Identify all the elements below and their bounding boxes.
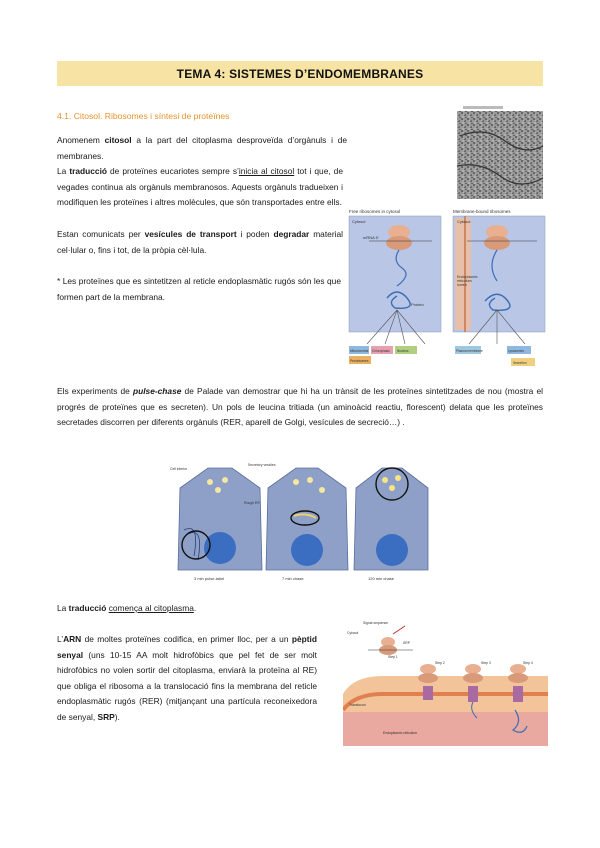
svg-text:Lysosomes: Lysosomes bbox=[508, 349, 525, 353]
svg-text:Cytosol: Cytosol bbox=[347, 631, 359, 635]
svg-text:Free ribosomes in cytosol: Free ribosomes in cytosol bbox=[349, 209, 401, 214]
step-label-2: Step 2 bbox=[435, 661, 445, 665]
svg-text:Nucleus: Nucleus bbox=[397, 349, 409, 353]
svg-text:Translocon: Translocon bbox=[349, 703, 366, 707]
svg-text:Cytosol: Cytosol bbox=[352, 219, 366, 224]
paragraph-note-rer: * Les proteïnes que es sintetitzen al reticle endoplasmàtic rugós són les que formen part de la membrana. bbox=[57, 276, 341, 302]
srp-translocation-figure bbox=[343, 614, 548, 746]
page-title: TEMA 4: SISTEMES D’ENDOMEMBRANES bbox=[176, 66, 424, 81]
paragraph-vesicules: Estan comunicats per vesícules de transport i poden degradar material cel·lular o, fins i tot, de la pròpia cèl·lula. bbox=[57, 229, 343, 255]
svg-text:lumen: lumen bbox=[457, 283, 467, 287]
svg-text:reticulum: reticulum bbox=[457, 279, 472, 283]
svg-text:SRP: SRP bbox=[403, 641, 410, 645]
title-banner bbox=[57, 61, 543, 86]
svg-text:Protein: Protein bbox=[411, 302, 424, 307]
svg-text:Plasma membrane: Plasma membrane bbox=[456, 349, 483, 353]
svg-text:Secretory vesicles: Secretory vesicles bbox=[248, 463, 276, 467]
paragraph-traduccio-citoplasma: La traducció comença al citoplasma. bbox=[57, 603, 197, 613]
svg-text:mRNA 5': mRNA 5' bbox=[363, 235, 379, 240]
svg-text:Endoplasmic: Endoplasmic bbox=[457, 275, 478, 279]
cell-2 bbox=[266, 468, 348, 570]
cell-1 bbox=[178, 468, 262, 570]
pulse-label-3: 120 min chase bbox=[368, 576, 395, 581]
pulse-label-1: 3 min pulse-label bbox=[194, 576, 225, 581]
paragraph-traduccio: La traducció de proteïnes eucariotes sempre s’inicia al citosol tot i que, de vegades continua als orgànuls membranosos. Aquests orgànuls tradueixen i modifiquen les proteïnes i altres molècules, que són transportades entre ells. bbox=[57, 166, 343, 208]
svg-text:Membrane-bound ribosomes: Membrane-bound ribosomes bbox=[453, 209, 511, 214]
svg-text:Rough ER: Rough ER bbox=[244, 501, 260, 505]
step-label-1: Step 1 bbox=[388, 655, 398, 659]
svg-text:Mitochondria: Mitochondria bbox=[350, 349, 369, 353]
pulse-chase-figure bbox=[170, 460, 430, 586]
svg-text:Cell interior: Cell interior bbox=[170, 467, 188, 471]
micrograph-figure bbox=[455, 106, 545, 206]
cell-3 bbox=[354, 468, 428, 570]
svg-text:Endoplasmic reticulum: Endoplasmic reticulum bbox=[383, 731, 418, 735]
svg-text:Cytosol: Cytosol bbox=[457, 219, 471, 224]
paragraph-peptid-senyal: L’ARN de moltes proteïnes codifica, en primer lloc, per a un pèptid senyal (uns 10-15 AA molt hidrofòbics que pel fet de ser molt hidrofòbics no volen sortir del citoplasma, enviarà la proteïna al RE) que obliga el ribosoma a la translocació fins la membrana del reticle endoplasmàtic rugós (RER) (mitjançant una partícula reconeixedora de senyal, SRP). bbox=[57, 634, 317, 722]
paragraph-pulse-chase: Els experiments de pulse-chase de Palade van demostrar que hi ha un trànsit de les proteïnes sintetitzades de nou (mostra el progrés de proteïnes que es secreten). Un pols de leucina tritiada (un aminoàcid reactiu, florescent) delata que les proteïnes secretades discorren per diferents orgànuls (RER, aparell de Golgi, vesícules de secreció…) . bbox=[57, 386, 543, 428]
ribosome-localization-figure bbox=[347, 206, 547, 372]
pulse-label-2: 7 min chase bbox=[282, 576, 304, 581]
svg-text:Peroxisomes: Peroxisomes bbox=[350, 359, 369, 363]
section-heading: 4.1. Citosol. Ribosomes i síntesi de proteïnes bbox=[57, 111, 230, 121]
step-label-4: Step 4 bbox=[523, 661, 533, 665]
svg-text:Chloroplasts: Chloroplasts bbox=[372, 349, 390, 353]
step-label-3: Step 3 bbox=[481, 661, 491, 665]
paragraph-citosol: Anomenem citosol a la part del citoplasma desproveïda d’orgànuls i de membranes. bbox=[57, 135, 348, 161]
svg-text:Secretion: Secretion bbox=[513, 361, 527, 365]
svg-text:Signal sequence: Signal sequence bbox=[363, 621, 389, 625]
